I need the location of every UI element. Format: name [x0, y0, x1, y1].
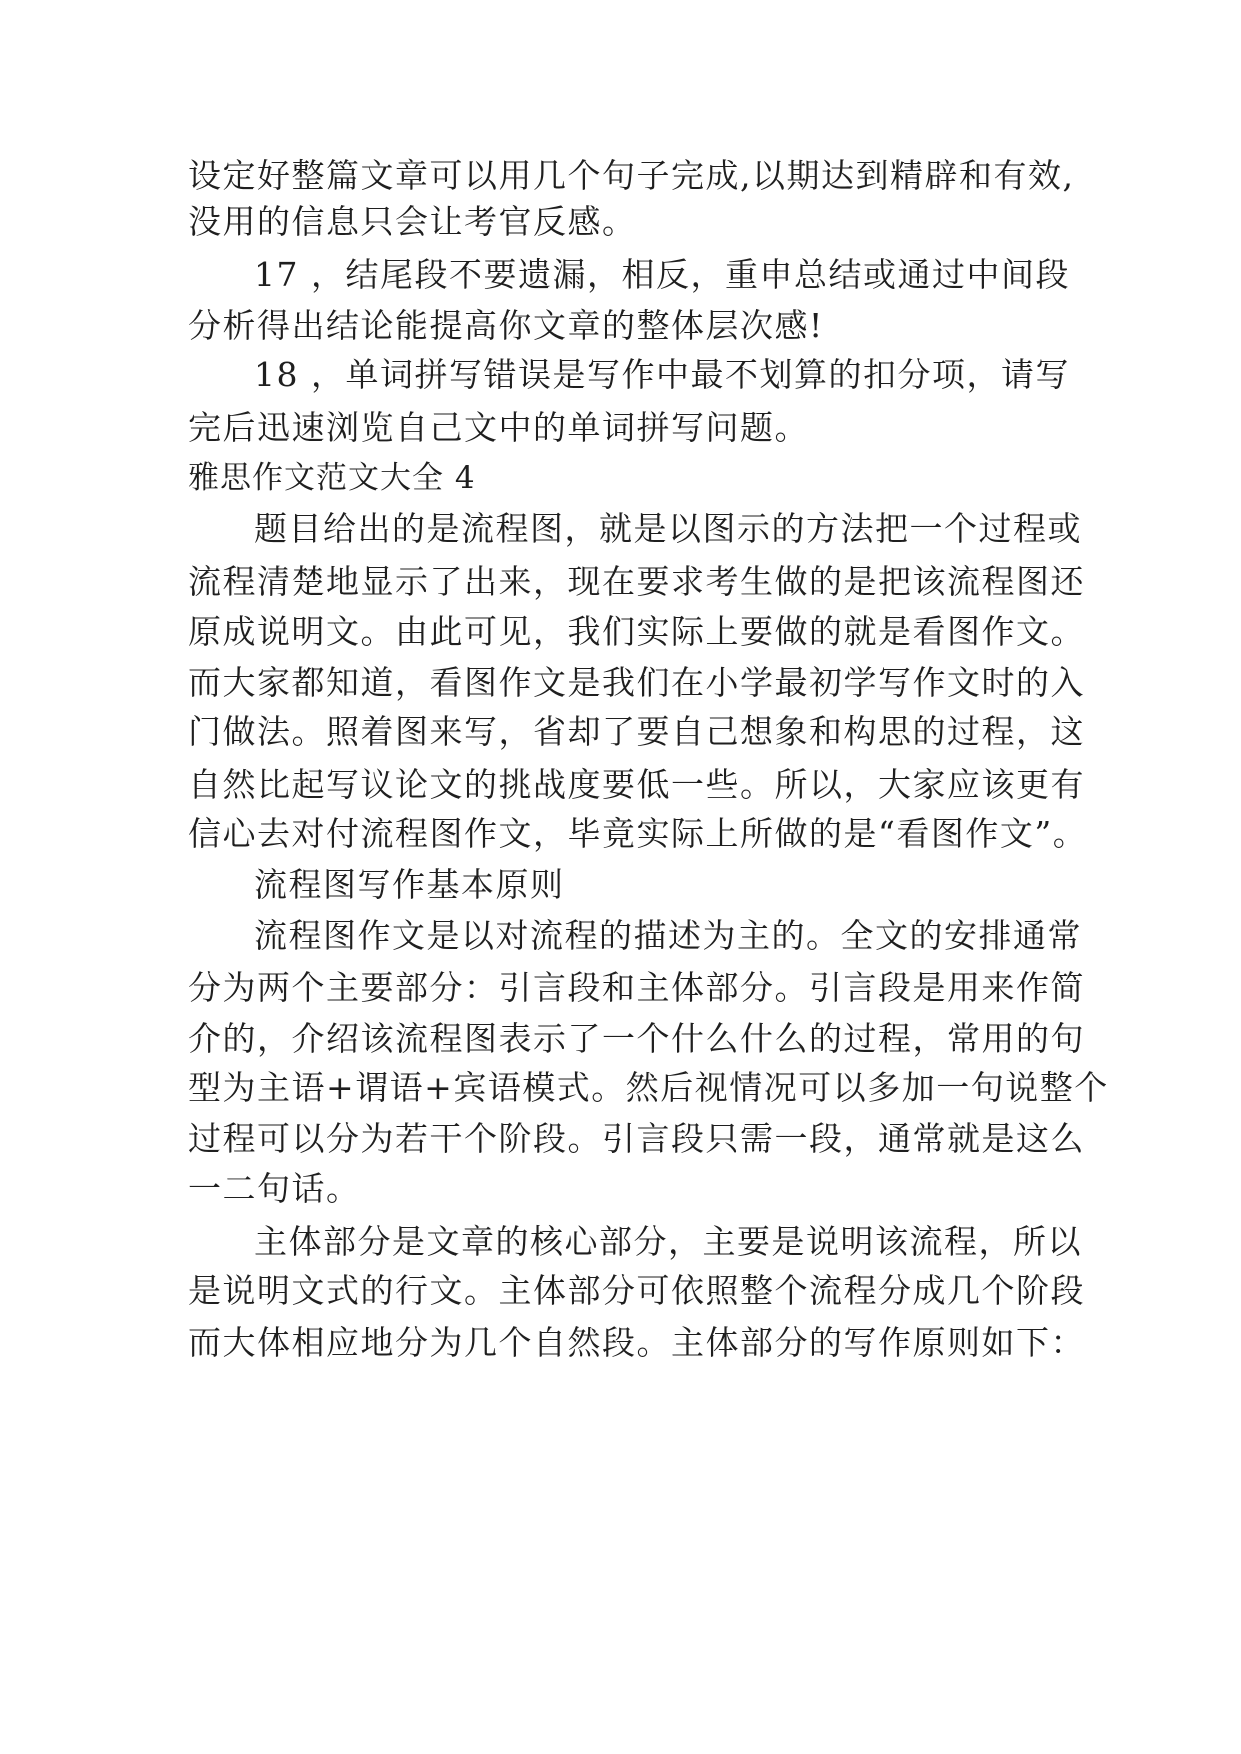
text-line: 是说明文式的行文。主体部分可依照整个流程分成几个阶段 — [188, 1271, 1085, 1310]
text-line: 介的，介绍该流程图表示了一个什么什么的过程，常用的句 — [188, 1019, 1085, 1058]
subheading: 流程图写作基本原则 — [254, 865, 565, 904]
text-line: 分析得出结论能提高你文章的整体层次感! — [188, 306, 824, 345]
text-line: 一二句话。 — [188, 1169, 361, 1208]
text-line: 而大体相应地分为几个自然段。主体部分的写作原则如下： — [188, 1323, 1085, 1362]
text-line: 18 ，单词拼写错误是写作中最不划算的扣分项，请写 — [254, 355, 1070, 394]
text-line: 没用的信息只会让考官反感。 — [188, 202, 637, 241]
text-line: 门做法。照着图来写，省却了要自己想象和构思的过程，这 — [188, 712, 1085, 751]
text-line: 而大家都知道，看图作文是我们在小学最初学写作文时的入 — [188, 663, 1085, 702]
text-line: 17 ，结尾段不要遗漏，相反，重申总结或通过中间段 — [254, 255, 1070, 294]
text-line: 设定好整篇文章可以用几个句子完成,以期达到精辟和有效, — [188, 156, 1075, 195]
text-line: 自然比起写议论文的挑战度要低一些。所以，大家应该更有 — [188, 765, 1085, 804]
text-line: 分为两个主要部分：引言段和主体部分。引言段是用来作简 — [188, 968, 1085, 1007]
section-heading: 雅思作文范文大全 4 — [188, 460, 476, 496]
text-line: 题目给出的是流程图，就是以图示的方法把一个过程或 — [254, 509, 1082, 548]
text-line: 型为主语+谓语+宾语模式。然后视情况可以多加一句说整个 — [188, 1068, 1109, 1107]
text-line: 过程可以分为若干个阶段。引言段只需一段，通常就是这么 — [188, 1119, 1085, 1158]
text-line: 主体部分是文章的核心部分，主要是说明该流程，所以 — [254, 1222, 1082, 1261]
text-line: 原成说明文。由此可见，我们实际上要做的就是看图作文。 — [188, 612, 1085, 651]
text-line: 信心去对付流程图作文，毕竟实际上所做的是“看图作文”。 — [188, 814, 1088, 853]
text-line: 流程清楚地显示了出来，现在要求考生做的是把该流程图还 — [188, 562, 1085, 601]
text-line: 流程图作文是以对流程的描述为主的。全文的安排通常 — [254, 916, 1082, 955]
text-line: 完后迅速浏览自己文中的单词拼写问题。 — [188, 408, 809, 447]
